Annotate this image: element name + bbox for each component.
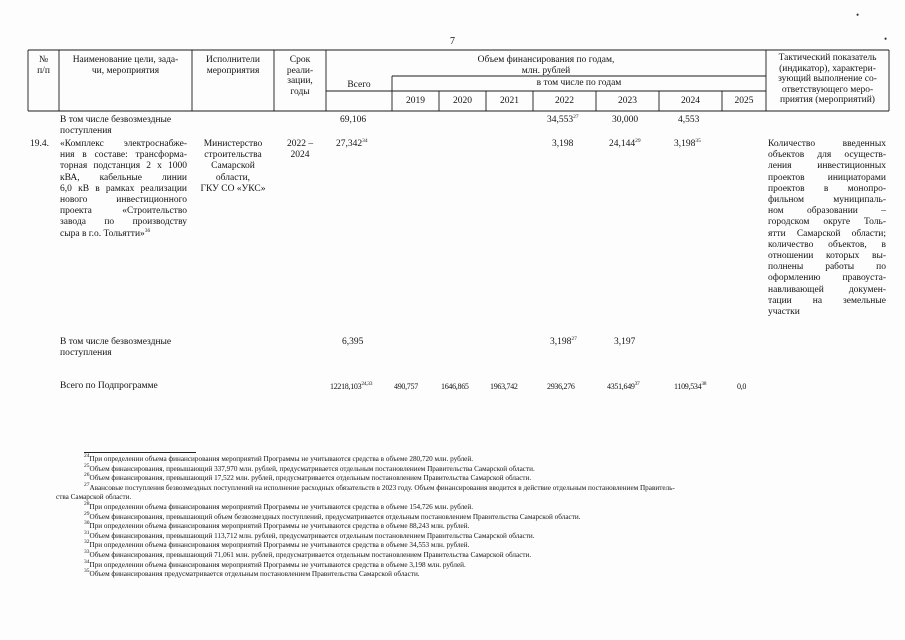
row2-2024: 3,198$^{35}$ bbox=[674, 138, 701, 149]
row1-2024: 4,553 bbox=[678, 115, 700, 125]
row2-number: 19.4. bbox=[30, 139, 49, 149]
footnote: $^{25}$Объем финансирования, превышающий 337,970 млн. рублей, предусматривается отдельным постановлением Правительства Самарской области. bbox=[84, 462, 535, 473]
footnote: $^{35}$Объем финансирования предусматривается отдельным постановлением Правительства Самарской области. bbox=[84, 568, 420, 579]
row4-2022: 2936,276 bbox=[547, 382, 575, 391]
header-col-indicator: Тактический показатель (индикатор), характери- зующий выполнение со- ответствующего меро- приятия (мероприятий) bbox=[778, 53, 877, 105]
header-year-2025: 2025 bbox=[734, 96, 754, 106]
header-year-2019: 2019 bbox=[406, 96, 425, 106]
footnote: $^{29}$Объем финансирования, превышающий объем безвозмездных поступлений, предусматривается отдельным постановлением Правительства Самарской области. bbox=[84, 510, 581, 521]
row4-2024: 1109,534$^{38}$ bbox=[674, 381, 707, 391]
page-number: 7 bbox=[450, 36, 455, 47]
footnotes bbox=[56, 455, 866, 580]
row2-term: 2022 – 2024 bbox=[286, 139, 314, 161]
footnote-continuation: ства Самарской области. bbox=[56, 493, 132, 502]
header-col-executor: Исполнители мероприятия bbox=[206, 55, 260, 76]
row2-total: 27,342$^{34}$ bbox=[336, 138, 368, 149]
header-col-number: № п/п bbox=[37, 55, 50, 76]
row4-label: Всего по Подпрограмме bbox=[60, 381, 158, 391]
header-col-financing: Объем финансирования по годам, млн. рублей bbox=[477, 55, 615, 76]
footnote: $^{34}$При определении объема финансирования мероприятий Программы не учитываются средства в объеме 3,198 млн. рублей. bbox=[84, 558, 466, 569]
footnote: $^{30}$При определении объема финансирования мероприятий Программы не учитываются средства в объеме 88,243 млн. рублей. bbox=[84, 520, 470, 531]
row4-2019: 490,757 bbox=[394, 382, 418, 391]
row4-total: 12218,103$^{24,33}$ bbox=[330, 381, 373, 391]
row4-2025: 0,0 bbox=[737, 382, 747, 391]
header-col-term: Срок реали- зации, годы bbox=[286, 55, 314, 97]
footnote: $^{26}$Объем финансирования, превышающий 17,522 млн. рублей, предусматривается отдельным постановлением Правительства Самарской области. bbox=[84, 472, 532, 483]
row2-executor: Министерство строительства Самарской области, ГКУ СО «УКС» bbox=[200, 139, 266, 194]
footnote-separator bbox=[84, 452, 196, 453]
header-year-2021: 2021 bbox=[500, 96, 519, 106]
footnote: $^{28}$При определении объема финансирования мероприятий Программы не учитываются средства в объеме 154,726 млн. рублей. bbox=[84, 500, 473, 511]
footnote: $^{32}$При определении объема финансирования мероприятий Программы не учитываются средства в объеме 34,553 млн. рублей. bbox=[84, 539, 470, 550]
row2-2022: 3,198 bbox=[552, 139, 574, 149]
header-year-2020: 2020 bbox=[453, 96, 472, 106]
row1-2023: 30,000 bbox=[612, 115, 639, 125]
footnote: $^{33}$Объем финансирования, превышающий 71,061 млн. рублей, предусматривается отдельным постановлением Правительства Самарской области. bbox=[84, 548, 532, 559]
row4-2023: 4351,649$^{37}$ bbox=[607, 381, 640, 391]
row4-2021: 1963,742 bbox=[490, 382, 518, 391]
row3-label: В том числе безвозмездные поступления bbox=[60, 337, 172, 359]
footnote: $^{31}$Объем финансирования, превышающий 113,712 млн. рублей, предусматривается отдельным постановлением Правительства Самарской области. bbox=[84, 529, 535, 540]
header-year-2022: 2022 bbox=[555, 96, 574, 106]
footnote: $^{27}$Авансовые поступления безвозмездных поступлений на исполнение расходных обязательств в 2023 году. Объем финансирования вводится в действие отдельным постановлением Правитель- bbox=[84, 481, 675, 492]
row1-label: В том числе безвозмездные поступления bbox=[60, 115, 172, 137]
row4-2020: 1646,865 bbox=[441, 382, 469, 391]
row2-name: «Комплекс электроснабже- ния в составе: трансформа- торная подстанция 2 х 1000 кВА, кабельные линии 6,0 кВ в рамках реализации нового инвестиционного проекта «Строительство завода по производству сыра в г.о. Тольятти»$^{36}$ bbox=[60, 139, 187, 239]
scan-mark: • bbox=[856, 10, 860, 20]
header-col-incl-years: в том числе по годам bbox=[536, 78, 622, 88]
row1-2022: 34,553$^{27}$ bbox=[547, 114, 579, 125]
scan-mark: • bbox=[884, 34, 888, 44]
row1-total: 69,106 bbox=[340, 115, 367, 125]
footnote: $^{24}$При определении объема финансирования мероприятий Программы не учитываются средства в объеме 280,720 млн. рублей. bbox=[84, 453, 473, 463]
row2-2023: 24,144$^{29}$ bbox=[609, 138, 641, 149]
row3-2023: 3,197 bbox=[614, 337, 636, 347]
header-col-total: Всего bbox=[347, 80, 371, 90]
row3-2022: 3,198$^{27}$ bbox=[550, 336, 577, 347]
header-year-2024: 2024 bbox=[681, 96, 700, 106]
row3-total: 6,395 bbox=[342, 337, 364, 347]
header-year-2023: 2023 bbox=[618, 96, 637, 106]
header-col-name: Наименование цели, зада- чи, мероприятия bbox=[72, 55, 179, 76]
row2-indicator: Количество введенных объектов для осуществ- ления инвестиционных проектов инициаторами проектов в монопро- фильном муниципаль- ном образовании – городском округе Толь- ятти Самарской области; количество объектов, в отношении которых вы- полнены работы по оформлению правоуста- навливающей докумен- тации на земельные участки bbox=[768, 139, 886, 318]
